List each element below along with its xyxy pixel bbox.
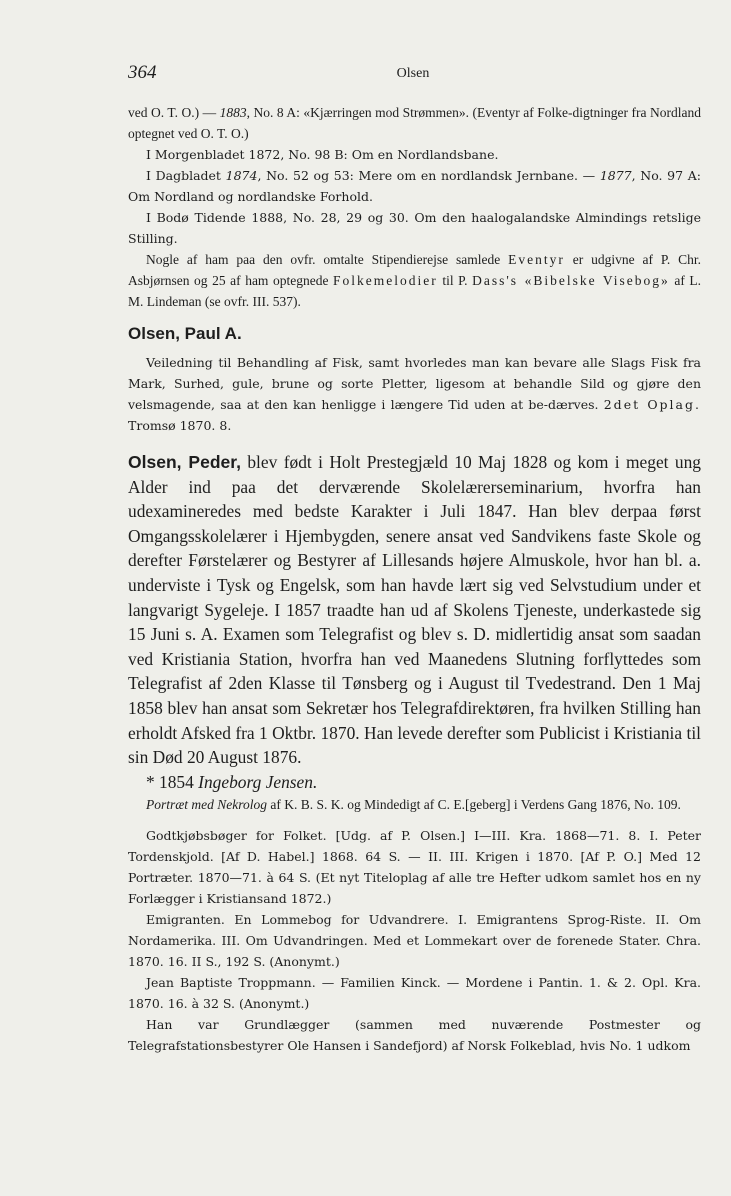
- marriage-line: * 1854 Ingeborg Jensen.: [146, 771, 318, 792]
- work-godtkjobsboger: Godtkjøbsbøger for Folket. [Udg. af P. Olsen.] I—III. Kra. 1868—71. 8. I. Peter Tordenskjold. [Af D. Habel.] 1868. 64 S. — II. III. Krigen i 1870. [Af P. O.] Med 12 Portræter. 1870—71. à 64 S. (Et nyt Titeloplag af alle tre Hefter udkom samlet hos en ny Forlægger i Kristiansand 1872.): [128, 828, 701, 907]
- page-header: [128, 62, 698, 88]
- heading-olsen-paul: Olsen, Paul A.: [128, 324, 242, 343]
- entry-dagbladet: I Dagbladet 1874, No. 52 og 53: Mere om en nordlandsk Jernbane. — 1877, No. 97 A: Om Nordland og nordlandske Forhold.: [128, 168, 701, 204]
- entry-morgenbladet: I Morgenbladet 1872, No. 98 B: Om en Nordlandsbane.: [146, 147, 499, 162]
- work-troppmann: Jean Baptiste Troppmann. — Familien Kinck. — Mordene i Pantin. 1. & 2. Opl. Kra. 1870. 16. à 32 S. (Anonymt.): [128, 975, 701, 1012]
- note-eventyr: Nogle af ham paa den ovfr. omtalte Stipendierejse samlede Eventyr er udgivne af P. Chr. Asbjørnsen og 25 af ham optegnede Folkemelodier til P. Dass's «Bibelske Visebog» af L. M. Lindeman (se ovfr. III. 537).: [128, 252, 702, 309]
- work-norsk-folkeblad: Han var Grundlægger (sammen med nuværende Postmester og Telegrafstationsbestyrer Ole Hansen i Sandefjord) af Norsk Folkeblad, hvis No. 1 udkom: [128, 1017, 701, 1054]
- entry-veiledning: Veiledning til Behandling af Fisk, samt hvorledes man kan bevare alle Slags Fisk fra Mark, Surhed, gule, brune og sorte Pletter, ligesom at behandle Sild og gjøre den velsmagende, saa at den kan henligge i længere Tid uden at be-dærves. 2det Oplag. Tromsø 1870. 8.: [128, 355, 701, 433]
- page-number: 364: [128, 62, 157, 83]
- continuation-entry: ved O. T. O.) — 1883, No. 8 A: «Kjærringen mod Strømmen». (Eventyr af Folke-digtninger fra Nordland optegnet ved O. T. O.): [128, 105, 701, 141]
- portrait-note: Portræt med Nekrolog af K. B. S. K. og Mindedigt af C. E.[geberg] i Verdens Gang 1876, No. 109.: [146, 797, 681, 813]
- biography-olsen-peder: Olsen, Peder, blev født i Holt Prestegjæld 10 Maj 1828 og kom i meget ung Alder ind paa det derværende Skolelærerseminarium, hvorfra han udexamineredes med bedste Karakter i Juli 1847. Han blev derpaa først Omgangsskolelærer i Hjembygden, senere ansat ved Sandvikens faste Skole og derefter Førstelærer og Bestyrer af Lillesands højere Almuskole, hvor han bl. a. underviste i Tysk og Engelsk, som han havde lært sig ved Selvstudium under et langvarigt Sygeleje. I 1857 traadte han ud af Skolens Tjeneste, underkastede sig 15 Juni s. A. Examen som Telegrafist og blev s. D. midlertidig ansat som saadan ved Kristiania Station, hvorfra han ved Maanedens Slutning forflyttedes som Telegrafist af 2den Klasse til Tønsberg og i August til Tvedestrand. Den 1 Maj 1858 blev han ansat som Sekretær hos Telegrafdirektøren, fra hvilken Stilling han erholdt Afsked fra 1 Oktbr. 1870. Han levede derefter som Publicist i Kristiania til sin Død 20 August 1876.: [128, 452, 702, 768]
- running-head: Olsen: [396, 66, 430, 81]
- page-content: [128, 102, 701, 1056]
- entry-bodo-tidende: I Bodø Tidende 1888, No. 28, 29 og 30. Om den haalogalandske Almindings retslige Stilling.: [128, 210, 701, 246]
- heading-olsen-peder: Olsen, Peder,: [128, 452, 241, 472]
- work-emigranten: Emigranten. En Lommebog for Udvandrere. I. Emigrantens Sprog-Riste. II. Om Nordamerika. III. Om Udvandringen. Med et Lommekart over de forenede Stater. Chra. 1870. 16. II S., 192 S. (Anonymt.): [128, 912, 701, 970]
